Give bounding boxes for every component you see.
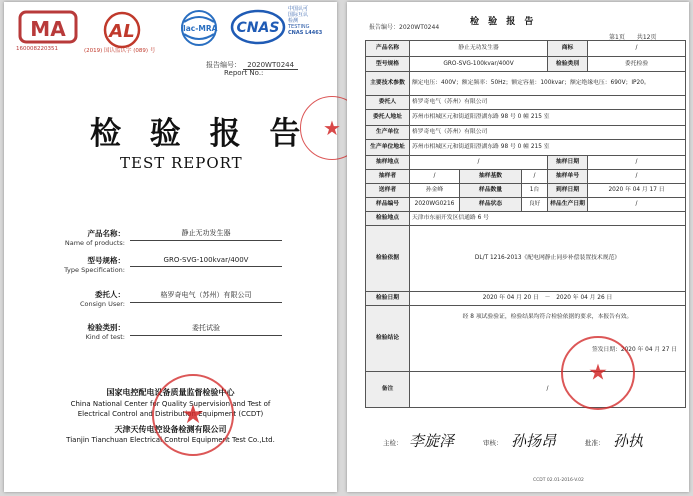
row-value: / bbox=[522, 170, 548, 184]
row-label: 抽样日期 bbox=[548, 156, 588, 170]
row-label: 抽样单号 bbox=[548, 170, 588, 184]
approver-label: 批准： bbox=[585, 439, 605, 447]
row-value: 格罗奇电气（苏州）有限公司 bbox=[410, 96, 686, 110]
conclusion-cell bbox=[410, 306, 686, 372]
table-row bbox=[366, 41, 686, 57]
field-value-product: 静止无功发生器 bbox=[130, 228, 282, 241]
table-row bbox=[366, 72, 686, 96]
conclusion-text: 经 8 项试验验证，检验结果均符合检验依据的要求，本报告有效。 bbox=[462, 314, 633, 320]
stamp-star: ★ bbox=[588, 360, 608, 386]
form-code: CCDT 02.01-2016-V.02 bbox=[533, 478, 584, 483]
row-label: 样品生产日期 bbox=[548, 198, 588, 212]
field-label-cn: 委托人： bbox=[95, 290, 125, 299]
field-value-consign: 格罗奇电气（苏州）有限公司 bbox=[130, 290, 282, 303]
row-value: 良好 bbox=[522, 198, 548, 212]
row-label: 生产单位地址 bbox=[366, 140, 410, 156]
ma-number: 160008220351 bbox=[16, 46, 58, 52]
row-label: 样品数量 bbox=[460, 184, 522, 198]
row-value: / bbox=[588, 41, 686, 57]
row-label: 送样者 bbox=[366, 184, 410, 198]
footer-company-en: Tianjin Tianchuan Electrical Control Equipment Test Co.,Ltd. bbox=[66, 436, 275, 444]
row-label: 委托人地址 bbox=[366, 110, 410, 126]
row-label: 委托人 bbox=[366, 96, 410, 110]
ilac-mra-logo bbox=[174, 8, 224, 52]
footer-center-en-1: China National Center for Quality Supervision and Test of bbox=[70, 400, 271, 408]
table-row bbox=[366, 96, 686, 110]
detail-title: 检 验 报 告 bbox=[470, 17, 537, 27]
row-label: 检验地点 bbox=[366, 212, 410, 226]
cnas-en-line: TESTING bbox=[288, 24, 310, 30]
row-label: 检验依据 bbox=[366, 226, 410, 292]
footer-company-cn: 天津天传电控设备检测有限公司 bbox=[114, 425, 227, 434]
row-label: 抽样基数 bbox=[460, 170, 522, 184]
row-label: 样品编号 bbox=[366, 198, 410, 212]
table-row bbox=[366, 226, 686, 292]
field-label-product bbox=[65, 228, 125, 247]
approver-signature: 孙执 bbox=[613, 432, 644, 450]
detail-report-no: 报告编号：2020WT0244 bbox=[369, 24, 440, 31]
reviewer-signature: 孙扬昂 bbox=[511, 432, 557, 450]
row-value: / bbox=[410, 372, 686, 408]
table-row bbox=[366, 212, 686, 226]
cnas-cn-line2: 国际互认 bbox=[288, 12, 309, 18]
row-label: 型号规格 bbox=[366, 57, 410, 72]
al-caption: (2019) 国认监认字 (089) 号 bbox=[84, 48, 156, 54]
report-no-label-cn: 报告编号： bbox=[206, 61, 241, 69]
footer-center-en-2: Electrical Control and Distribution Equipment (CCDT) bbox=[77, 410, 264, 418]
table-row bbox=[366, 57, 686, 72]
cnas-logo bbox=[230, 8, 286, 46]
table-row bbox=[366, 306, 686, 372]
row-value: 静止无功发生器 bbox=[410, 41, 548, 57]
field-label-cn: 型号规格： bbox=[87, 256, 125, 265]
field-label-kind bbox=[86, 322, 125, 341]
table-row bbox=[366, 110, 686, 126]
cnas-logo-text: CNAS bbox=[236, 20, 280, 36]
cover-page bbox=[4, 2, 337, 492]
field-label-cn: 产品名称： bbox=[87, 229, 125, 238]
row-label: 生产单位 bbox=[366, 126, 410, 140]
cnas-caption bbox=[288, 6, 322, 36]
row-value: / bbox=[588, 156, 686, 170]
field-label-consign bbox=[80, 289, 125, 308]
row-label: 检验日期 bbox=[366, 292, 410, 306]
row-value: / bbox=[588, 170, 686, 184]
row-label: 备注 bbox=[366, 372, 410, 408]
row-value: / bbox=[410, 170, 460, 184]
red-seal-stamp bbox=[152, 374, 234, 456]
stamp-star: ★ bbox=[181, 400, 205, 430]
footer-center-cn: 国家电控配电设备质量监督检验中心 bbox=[106, 388, 235, 397]
al-logo-text: AL bbox=[109, 21, 135, 42]
row-value: 天津市东丽开发区信通路 6 号 bbox=[410, 212, 686, 226]
row-value: GRO-SVG-100kvar/400V bbox=[410, 57, 548, 72]
row-label: 抽样者 bbox=[366, 170, 410, 184]
detail-page bbox=[347, 2, 689, 492]
row-value: 孙金峰 bbox=[410, 184, 460, 198]
ilac-logo-text: ilac-MRA bbox=[180, 24, 218, 33]
inspection-table bbox=[365, 40, 686, 408]
row-value: / bbox=[588, 198, 686, 212]
field-label-cn: 检验类别： bbox=[87, 323, 125, 332]
row-value: / bbox=[410, 156, 548, 170]
field-value-kind: 委托试验 bbox=[130, 323, 282, 336]
field-label-en: Kind of test: bbox=[85, 333, 125, 341]
field-label-en: Type Specification: bbox=[64, 266, 125, 274]
row-value: 2020 年 04 月 20 日 － 2020 年 04 月 26 日 bbox=[410, 292, 686, 306]
report-no-value: 2020WT0244 bbox=[243, 61, 298, 70]
inspection-seal-stamp bbox=[561, 336, 635, 410]
table-row bbox=[366, 126, 686, 140]
cover-title-cn: 检 验 报 告 bbox=[90, 116, 310, 152]
row-label: 样品状态 bbox=[460, 198, 522, 212]
page-indicator: 第1页 共12页 bbox=[609, 34, 657, 41]
reviewer-label: 审核： bbox=[483, 439, 503, 447]
stamp-star: ★ bbox=[323, 116, 341, 140]
row-value: 1台 bbox=[522, 184, 548, 198]
table-row bbox=[366, 184, 686, 198]
ma-logo-text: MA bbox=[30, 17, 66, 41]
report-no-label-en: Report No.: bbox=[224, 69, 264, 77]
table-row bbox=[366, 372, 686, 408]
main-inspector-signature: 李旋泽 bbox=[409, 432, 455, 450]
cnas-cn-line3: 检测 bbox=[288, 18, 299, 24]
table-row bbox=[366, 170, 686, 184]
field-label-en: Name of products: bbox=[64, 239, 125, 247]
field-label-model bbox=[64, 255, 125, 274]
table-row bbox=[366, 198, 686, 212]
row-label: 抽样地点 bbox=[366, 156, 410, 170]
row-label: 主要技术参数 bbox=[366, 72, 410, 96]
row-label: 检验结论 bbox=[366, 306, 410, 372]
row-value: 2020WG0216 bbox=[410, 198, 460, 212]
field-value-model: GRO-SVG-100kvar/400V bbox=[130, 256, 282, 267]
row-label: 检验类别 bbox=[548, 57, 588, 72]
table-row bbox=[366, 140, 686, 156]
row-value: 额定电压：400V；额定频率：50Hz；额定容量：100kvar；额定绝缘电压：690V；IP20。 bbox=[410, 72, 686, 96]
cover-title-en: TEST REPORT bbox=[120, 154, 243, 172]
main-inspector-label: 主检： bbox=[383, 439, 403, 447]
row-value: 2020 年 04 月 17 日 bbox=[588, 184, 686, 198]
row-value: 委托检验 bbox=[588, 57, 686, 72]
cnas-cn-line1: 中国认可 bbox=[288, 6, 309, 12]
row-label: 商标 bbox=[548, 41, 588, 57]
issue-date: 签发日期：2020 年 04 月 27 日 bbox=[591, 347, 678, 353]
row-value: DL/T 1216-2013《配电网静止同步补偿装置技术规范》 bbox=[410, 226, 686, 292]
row-label: 到样日期 bbox=[548, 184, 588, 198]
row-label: 产品名称 bbox=[366, 41, 410, 57]
table-row bbox=[366, 156, 686, 170]
row-value: 苏州市相城区元和街道阳澄湖东路 98 号 0 幢 215 室 bbox=[410, 110, 686, 126]
table-row bbox=[366, 292, 686, 306]
field-label-en: Consign User: bbox=[79, 300, 125, 308]
row-value: 格罗奇电气（苏州）有限公司 bbox=[410, 126, 686, 140]
cnas-number: CNAS L4463 bbox=[288, 30, 323, 36]
row-value: 苏州市相城区元和街道阳澄湖东路 98 号 0 幢 215 室 bbox=[410, 140, 686, 156]
